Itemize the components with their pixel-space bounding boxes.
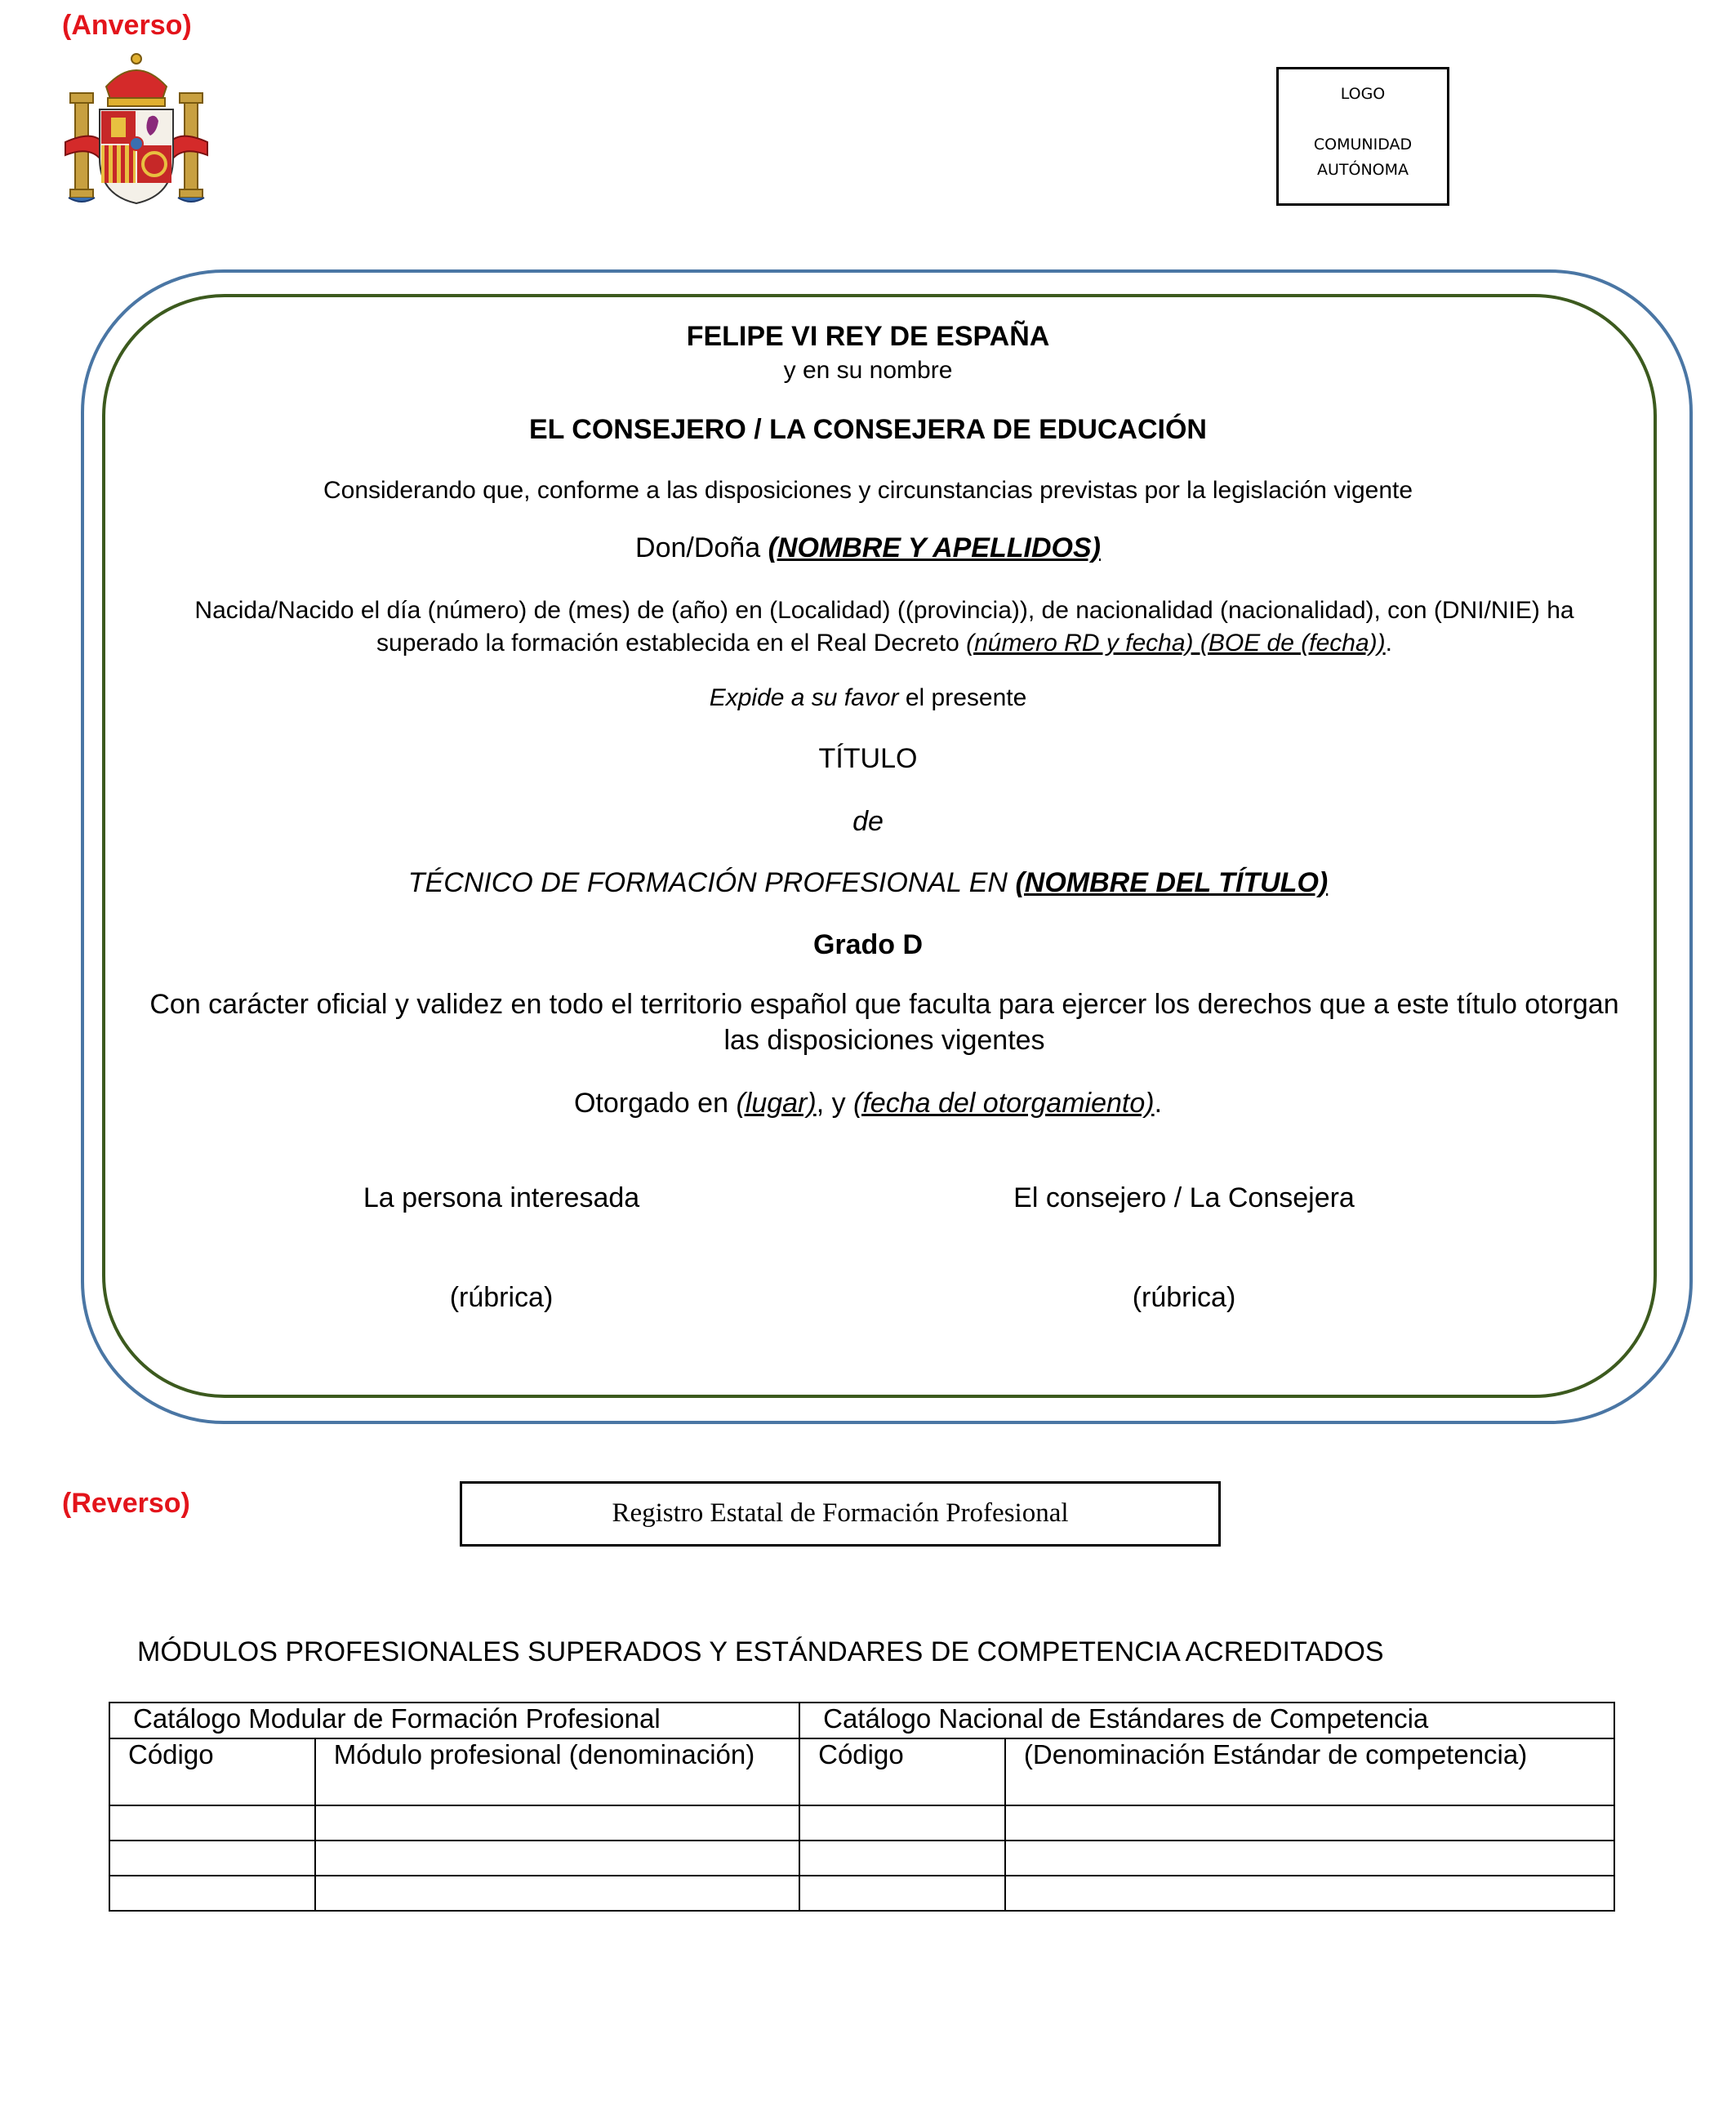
table-cell — [1005, 1805, 1614, 1841]
table-cell — [315, 1876, 799, 1911]
otorgado-line — [0, 1088, 1736, 1119]
inner-frame — [102, 294, 1657, 1398]
table-cell — [1005, 1876, 1614, 1911]
expide-rest: el presente — [898, 684, 1027, 711]
signature-left-label: La persona interesada — [363, 1182, 640, 1213]
table-cell — [109, 1841, 315, 1876]
col-header-code: Código — [799, 1738, 1005, 1805]
front-label: (Anverso) — [62, 10, 192, 41]
col-header-module: Módulo profesional (denominación) — [315, 1738, 799, 1805]
otorgado-fecha: (fecha del otorgamiento) — [853, 1088, 1155, 1119]
otorgado-lugar: (lugar) — [736, 1088, 817, 1119]
group-header-standards: Catálogo Nacional de Estándares de Competencia — [799, 1703, 1614, 1738]
table-cell — [799, 1805, 1005, 1841]
considering-text: Considerando que, conforme a las disposiciones y circunstancias previstas por la legislación vigente — [323, 477, 1413, 504]
rubrica-left: (rúbrica) — [449, 1282, 554, 1313]
table-cell — [315, 1805, 799, 1841]
logo-line: LOGO — [1340, 85, 1386, 103]
modules-table — [109, 1702, 1615, 1912]
tecnico-prefix: TÉCNICO DE FORMACIÓN PROFESIONAL EN — [407, 867, 1016, 898]
col-header-standard: (Denominación Estándar de competencia) — [1005, 1738, 1614, 1805]
birth-end: . — [1385, 630, 1392, 657]
de-line: de — [852, 806, 884, 837]
table-row — [109, 1876, 1614, 1911]
tecnico-line — [0, 867, 1736, 899]
modules-heading: MÓDULOS PROFESIONALES SUPERADOS Y ESTÁNDARES DE COMPETENCIA ACREDITADOS — [137, 1636, 1384, 1667]
table-group-header-row — [109, 1703, 1614, 1738]
logo-line: COMUNIDAD — [1313, 136, 1413, 154]
table-cell — [315, 1841, 799, 1876]
table-cell — [109, 1876, 315, 1911]
group-header-modular: Catálogo Modular de Formación Profesional — [109, 1703, 799, 1738]
table-cell — [799, 1876, 1005, 1911]
councillor-heading: EL CONSEJERO / LA CONSEJERA DE EDUCACIÓN — [529, 414, 1207, 445]
back-label: (Reverso) — [62, 1488, 190, 1519]
otorgado-mid: , y — [816, 1088, 854, 1119]
logo-line: AUTÓNOMA — [1316, 161, 1409, 179]
table-cell — [1005, 1841, 1614, 1876]
table-row — [109, 1841, 1614, 1876]
birth-text: Nacida/Nacido el día (número) de (mes) de (año) en (Localidad) ((provincia)), de nacionalidad (nacionalidad), con (DNI/NIE) ha superado la formación establecida en el Real Decreto — [194, 597, 1574, 657]
registry-box: Registro Estatal de Formación Profesional — [460, 1481, 1221, 1547]
expide-italic: Expide a su favor — [709, 684, 899, 711]
col-header-code: Código — [109, 1738, 315, 1805]
in-name-line: y en su nombre — [783, 357, 953, 384]
table-row — [109, 1805, 1614, 1841]
table-column-header-row — [109, 1738, 1614, 1805]
logo-placeholder — [1276, 67, 1449, 206]
tecnico-name: (NOMBRE DEL TÍTULO) — [1015, 867, 1329, 898]
don-line — [0, 532, 1736, 564]
otorgado-prefix: Otorgado en — [573, 1088, 737, 1119]
birth-decree: (número RD y fecha) (BOE de (fecha)) — [966, 630, 1386, 657]
grado-line: Grado D — [812, 929, 924, 960]
caracter-paragraph: Con carácter oficial y validez en todo el territorio español que faculta para ejercer los derechos que a este título otorgan las disposiciones vigentes — [149, 989, 1619, 1056]
expide-line — [0, 684, 1736, 712]
spain-coat-of-arms-icon — [64, 52, 209, 207]
table-cell — [109, 1805, 315, 1841]
signature-right-label: El consejero / La Consejera — [1013, 1182, 1355, 1213]
otorgado-end: . — [1154, 1088, 1163, 1119]
king-heading: FELIPE VI REY DE ESPAÑA — [686, 321, 1050, 352]
don-prefix: Don/Doña — [635, 532, 768, 563]
titulo-heading: TÍTULO — [818, 743, 918, 774]
rubrica-right: (rúbrica) — [1132, 1282, 1236, 1313]
birth-paragraph — [147, 594, 1622, 660]
logo-line — [1279, 107, 1447, 132]
table-cell — [799, 1841, 1005, 1876]
don-name: (NOMBRE Y APELLIDOS) — [768, 532, 1101, 563]
